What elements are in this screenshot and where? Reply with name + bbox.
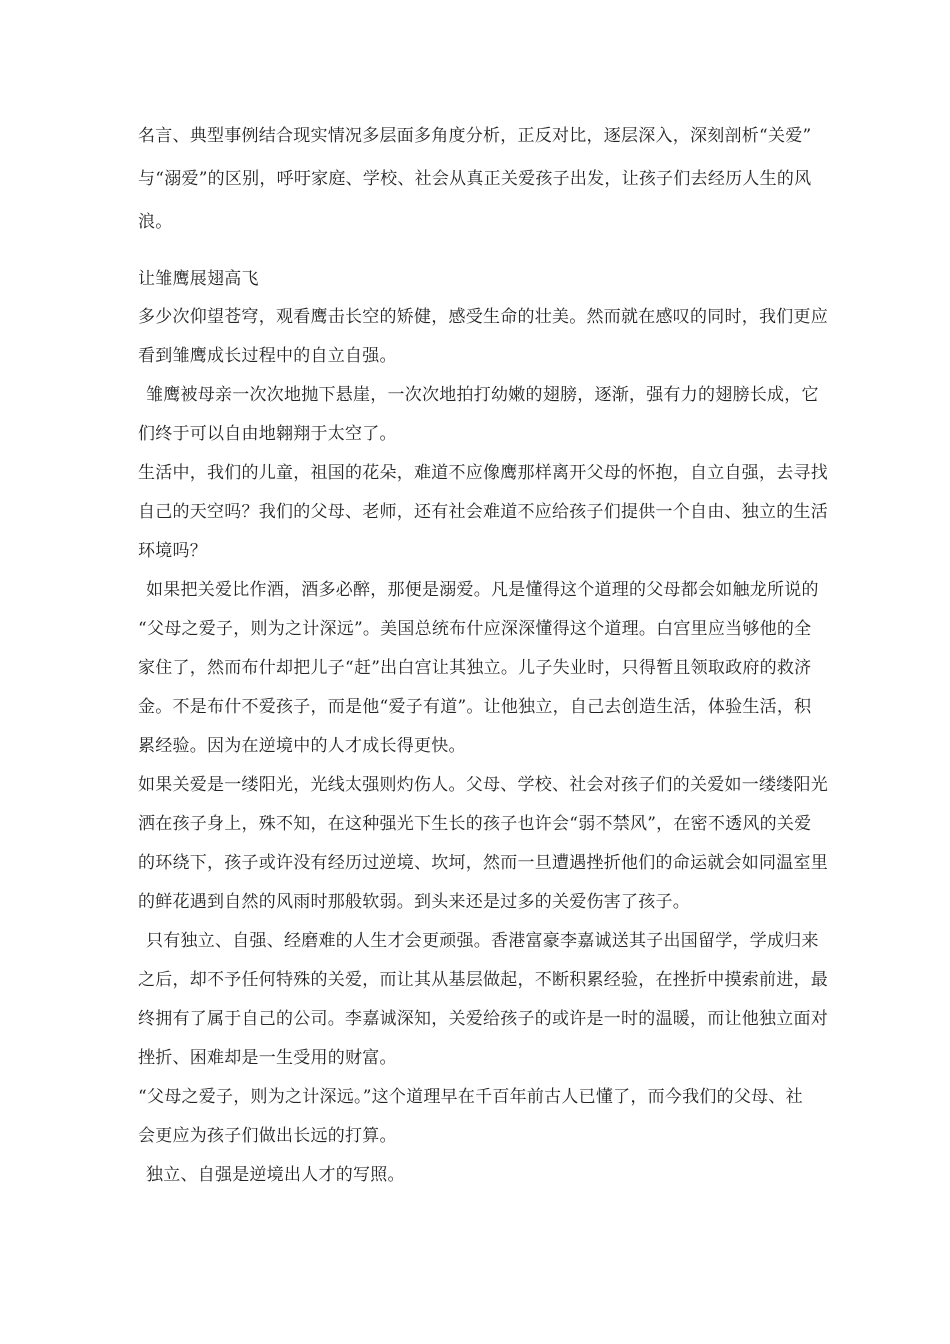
paragraph-line: 之后，却不予任何特殊的关爱，而让其从基层做起，不断积累经验，在挫折中摸索前进，最 xyxy=(138,970,828,990)
essay-title: 让雏鹰展翅高飞 xyxy=(138,269,259,289)
paragraph-line: 们终于可以自由地翱翔于太空了。 xyxy=(138,424,397,444)
paragraph-line: 金。不是布什不爱孩子，而是他“爱子有道”。让他独立，自己去创造生活，体验生活，积 xyxy=(138,697,812,717)
paragraph-line: 的环绕下，孩子或许没有经历过逆境、坎坷，然而一旦遭遇挫折他们的命运就会如同温室里 xyxy=(138,853,828,873)
paragraph-line: 挫折、困难却是一生受用的财富。 xyxy=(138,1048,397,1068)
paragraph-line: 洒在孩子身上，殊不知，在这种强光下生长的孩子也许会“弱不禁风”，在密不透风的关爱 xyxy=(138,814,812,834)
paragraph-line: 环境吗？ xyxy=(138,541,207,561)
paragraph-line: 生活中，我们的儿童，祖国的花朵，难道不应像鹰那样离开父母的怀抱，自立自强，去寻找 xyxy=(138,463,828,483)
paragraph-line: 只有独立、自强、经磨难的人生才会更顽强。香港富豪李嘉诚送其子出国留学，学成归来 xyxy=(146,931,819,951)
paragraph-line: “父母之爱子，则为之计深远”。美国总统布什应深深懂得这个道理。白宫里应当够他的全 xyxy=(138,619,812,639)
paragraph-line: 的鲜花遇到自然的风雨时那般软弱。到头来还是过多的关爱伤害了孩子。 xyxy=(138,892,690,912)
paragraph-line: 累经验。因为在逆境中的人才成长得更快。 xyxy=(138,736,466,756)
paragraph-line: 家住了，然而布什却把儿子“赶”出白宫让其独立。儿子失业时，只得暂且领取政府的救济 xyxy=(138,658,812,678)
intro-line: 名言、典型事例结合现实情况多层面多角度分析，正反对比，逐层深入，深刻剖析“关爱” xyxy=(138,126,812,146)
paragraph-line: 独立、自强是逆境出人才的写照。 xyxy=(146,1165,405,1185)
paragraph-line: 雏鹰被母亲一次次地抛下悬崖，一次次地拍打幼嫩的翅膀，逐渐，强有力的翅膀长成，它 xyxy=(146,385,819,405)
paragraph-line: “父母之爱子，则为之计深远。”这个道理早在千百年前古人已懂了，而今我们的父母、社 xyxy=(138,1087,803,1107)
paragraph-line: 终拥有了属于自己的公司。李嘉诚深知，关爱给孩子的或许是一时的温暖，而让他独立面对 xyxy=(138,1009,828,1029)
intro-line: 与“溺爱”的区别，呼吁家庭、学校、社会从真正关爱孩子出发，让孩子们去经历人生的风 xyxy=(138,169,812,189)
paragraph-line: 会更应为孩子们做出长远的打算。 xyxy=(138,1126,397,1146)
paragraph-line: 看到雏鹰成长过程中的自立自强。 xyxy=(138,346,397,366)
paragraph-line: 多少次仰望苍穹，观看鹰击长空的矫健，感受生命的壮美。然而就在感叹的同时，我们更应 xyxy=(138,307,828,327)
paragraph-line: 如果把关爱比作酒，酒多必醉，那便是溺爱。凡是懂得这个道理的父母都会如触龙所说的 xyxy=(146,580,819,600)
intro-line: 浪。 xyxy=(138,212,173,232)
paragraph-line: 自己的天空吗？我们的父母、老师，还有社会难道不应给孩子们提供一个自由、独立的生活 xyxy=(138,502,828,522)
paragraph-line: 如果关爱是一缕阳光，光线太强则灼伤人。父母、学校、社会对孩子们的关爱如一缕缕阳光 xyxy=(138,775,828,795)
